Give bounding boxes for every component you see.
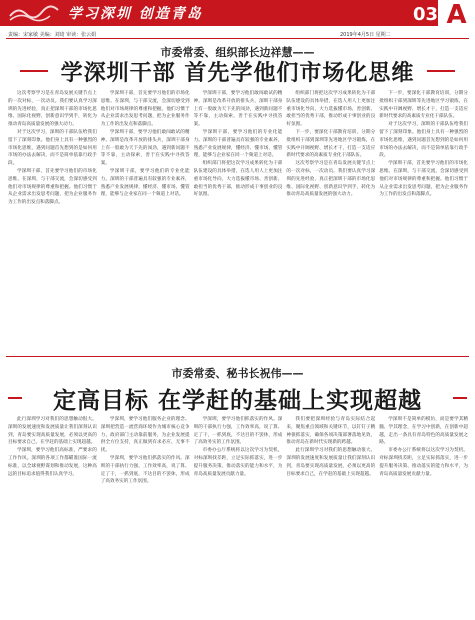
headline-2-right-rule bbox=[453, 397, 467, 399]
paragraph: 这次考察学习是在青岛发展关键节点上的一次对标，一次动员。我们要认真学习深圳的先进经验，真正把深圳干部的市场化思维、国际化视野、创新意识学到手，转化为推动青岛高质量发展的强大动力。 bbox=[286, 161, 376, 198]
paragraph: 学深圳，要学习他们高标准、严要求的工作作风。深圳的各项工作都瞄准国际一流标准，以全球视野谋划和推动发展，这种高远的目标追求值得我们认真学习。 bbox=[8, 448, 97, 477]
paragraph: 学深圳不是简单的模仿，而是要学其精髓、学其理念，在学习中创新，在创新中超越，走出一条具有青岛特色的高质量发展之路。 bbox=[379, 417, 468, 446]
paragraph: 学深圳，要学习他们服务企业的理念。深圳把营造一流营商环境作为城市核心竞争力，政府部门主动靠前服务，为企业发展提供全方位支持，真正做到有求必应、无事不扰。 bbox=[100, 417, 190, 454]
masthead-banner bbox=[0, 0, 475, 30]
article-2-column bbox=[379, 416, 468, 614]
paragraph: 学深圳干部，首先要学习他们的市场化思维。在深圳，与干部交流，会深切感受到他们对市场规律的尊重和把握。他们习惯于从企业需求出发思考问题，把为企业服务作为工作的出发点和落脚点。 bbox=[100, 91, 190, 128]
issue-date: 2019年4月5日 星期二 bbox=[340, 32, 391, 38]
article-2-column bbox=[8, 416, 97, 614]
article-1-column bbox=[8, 90, 97, 348]
paragraph: 这次考察学习是在青岛发展关键节点上的一次对标，一次动员。我们要认真学习深圳的先进经验，真正把深圳干部的市场化思维、国际化视野、创新意识学到手，转化为推动青岛高质量发展的强大动力。 bbox=[8, 91, 97, 128]
paragraph: 下一步，要深化干部教育培训，分期分批组织干部到深圳等先进地区学习锻炼，在实践中开阔视野、增长才干，打造一支适应新时代要求的高素质专业化干部队伍。 bbox=[379, 91, 468, 120]
article-1-column bbox=[379, 90, 468, 348]
paragraph: 此行深圳学习对我们的思想触动很大。深圳的发展速度和发展质量让我们深刻认识到，青岛要实现高质量发展，必须以更高的目标要求自己，在学赶的基础上实现超越。 bbox=[286, 448, 376, 477]
section-title: 学习深圳 创造青岛 bbox=[68, 6, 203, 22]
section-divider bbox=[6, 356, 469, 357]
article-1-body bbox=[8, 90, 468, 348]
headline-2-left-rule bbox=[8, 397, 22, 399]
paragraph: 下一步，要深化干部教育培训，分期分批组织干部到深圳等先进地区学习锻炼，在实践中开阔视野、增长才干，打造一支适应新时代要求的高素质专业化干部队伍。 bbox=[286, 129, 376, 159]
paragraph: 对于这次学习，深圳的干部队伍给我们留下了深刻印象。他们身上具有一种强烈的市场化思维，遇到问题首先想到的是如何用市场的办法去解决，而不是简单依靠行政手段。 bbox=[8, 129, 97, 167]
article-1-column bbox=[194, 90, 283, 348]
paragraph: 我们要把深圳经验与青岛实际结合起来，聚焦重点领域和关键环节，以钉钉子精神狠抓落实，确保各项决策部署落地见效，推动青岛在新时代实现新的跨越。 bbox=[286, 417, 376, 446]
paragraph: 组织部门将把这次学习成果转化为干部队伍建设的具体举措，在选人用人上更加注重市场化导向，大力选拔懂市场、善创新、敢担当的优秀干部，推动形成干事创业的良好氛围。 bbox=[193, 161, 283, 198]
paragraph: 学深圳干部，要学习他们的专业化能力。深圳的干部普遍具有较强的专业素养，熟悉产业发展规律，懂经济、懂市场、懂管理，能够与企业家在同一个频道上对话。 bbox=[193, 129, 283, 159]
header-rule bbox=[6, 38, 469, 39]
article-1-kicker: 市委常委、组织部长边祥慧—— bbox=[160, 46, 315, 59]
paragraph: 学深圳干部，首先要学习他们的市场化思维。在深圳，与干部交流，会深切感受到他们对市场规律的尊重和把握。他们习惯于从企业需求出发思考问题，把为企业服务作为工作的出发点和落脚点。 bbox=[8, 168, 97, 206]
article-1-column bbox=[101, 90, 190, 348]
article-2-headline: 定高目标 在学赶的基础上实现超越 bbox=[52, 388, 422, 414]
headline-1-left-rule bbox=[20, 70, 48, 72]
article-2-kicker: 市委常委、秘书长祝伟—— bbox=[171, 367, 304, 380]
paragraph: 学深圳，要学习他们抓落实的作风。深圳的干部执行力强，工作效率高，说了算、定了干，一抓到底，不达目的不罢休，形成了高效务实的工作氛围。 bbox=[100, 455, 190, 485]
paragraph: 此行深圳学习对我们的思想触动很大。深圳的发展速度和发展质量让我们深刻认识到，青岛要实现高质量发展，必须以更高的目标要求自己，在学赶的基础上实现超越。 bbox=[8, 417, 97, 446]
paragraph: 学深圳干部，要学习他们敢闯敢试的精神。深圳是改革开放的排头兵，深圳干部身上有一股敢为天下先的闯劲，遇到新问题不等不靠，主动探索，善于在实践中寻找答案。 bbox=[193, 91, 283, 128]
headline-1-right-rule bbox=[427, 70, 455, 72]
page-letter: A bbox=[438, 0, 475, 30]
article-2-column bbox=[194, 416, 283, 614]
paragraph: 对于这次学习，深圳的干部队伍给我们留下了深刻印象。他们身上具有一种强烈的市场化思维，遇到问题首先想到的是如何用市场的办法去解决，而不是简单依靠行政手段。 bbox=[379, 122, 468, 159]
paragraph: 学深圳干部，要学习他们敢闯敢试的精神。深圳是改革开放的排头兵，深圳干部身上有一股敢为天下先的闯劲，遇到新问题不等不靠，主动探索，善于在实践中寻找答案。 bbox=[100, 129, 190, 167]
article-2-column bbox=[101, 416, 190, 614]
paragraph: 学深圳干部，要学习他们的专业化能力。深圳的干部普遍具有较强的专业素养，熟悉产业发展规律，懂经济、懂市场、懂管理，能够与企业家在同一个频道上对话。 bbox=[100, 168, 190, 198]
paragraph: 市委办公厅系统将以这次学习为契机，对标深圳找差距，立足实际抓落实，进一步提升服务决策、推动落实的能力和水平，为青岛高质量发展贡献力量。 bbox=[193, 448, 283, 477]
paragraph: 市委办公厅系统将以这次学习为契机，对标深圳找差距，立足实际抓落实，进一步提升服务决策、推动落实的能力和水平，为青岛高质量发展贡献力量。 bbox=[379, 448, 468, 477]
paragraph: 组织部门将把这次学习成果转化为干部队伍建设的具体举措，在选人用人上更加注重市场化导向，大力选拔懂市场、善创新、敢担当的优秀干部，推动形成干事创业的良好氛围。 bbox=[286, 91, 376, 128]
article-2-column bbox=[286, 416, 375, 614]
editor-credits: 责编：宋家敏 美编：刘琦 审读：张云娟 bbox=[8, 32, 97, 38]
page-number: 03 bbox=[413, 4, 439, 25]
article-1-headline: 学深圳干部 首先学他们市场化思维 bbox=[60, 61, 415, 86]
paragraph: 学深圳干部，首先要学习他们的市场化思维。在深圳，与干部交流，会深切感受到他们对市场规律的尊重和把握。他们习惯于从企业需求出发思考问题，把为企业服务作为工作的出发点和落脚点。 bbox=[379, 161, 468, 198]
article-1-column bbox=[286, 90, 375, 348]
paragraph: 学深圳，要学习他们抓落实的作风。深圳的干部执行力强，工作效率高，说了算、定了干，一抓到底，不达目的不罢休，形成了高效务实的工作氛围。 bbox=[193, 417, 283, 446]
wave-decoration-icon bbox=[8, 4, 60, 22]
article-2-body bbox=[8, 416, 468, 614]
